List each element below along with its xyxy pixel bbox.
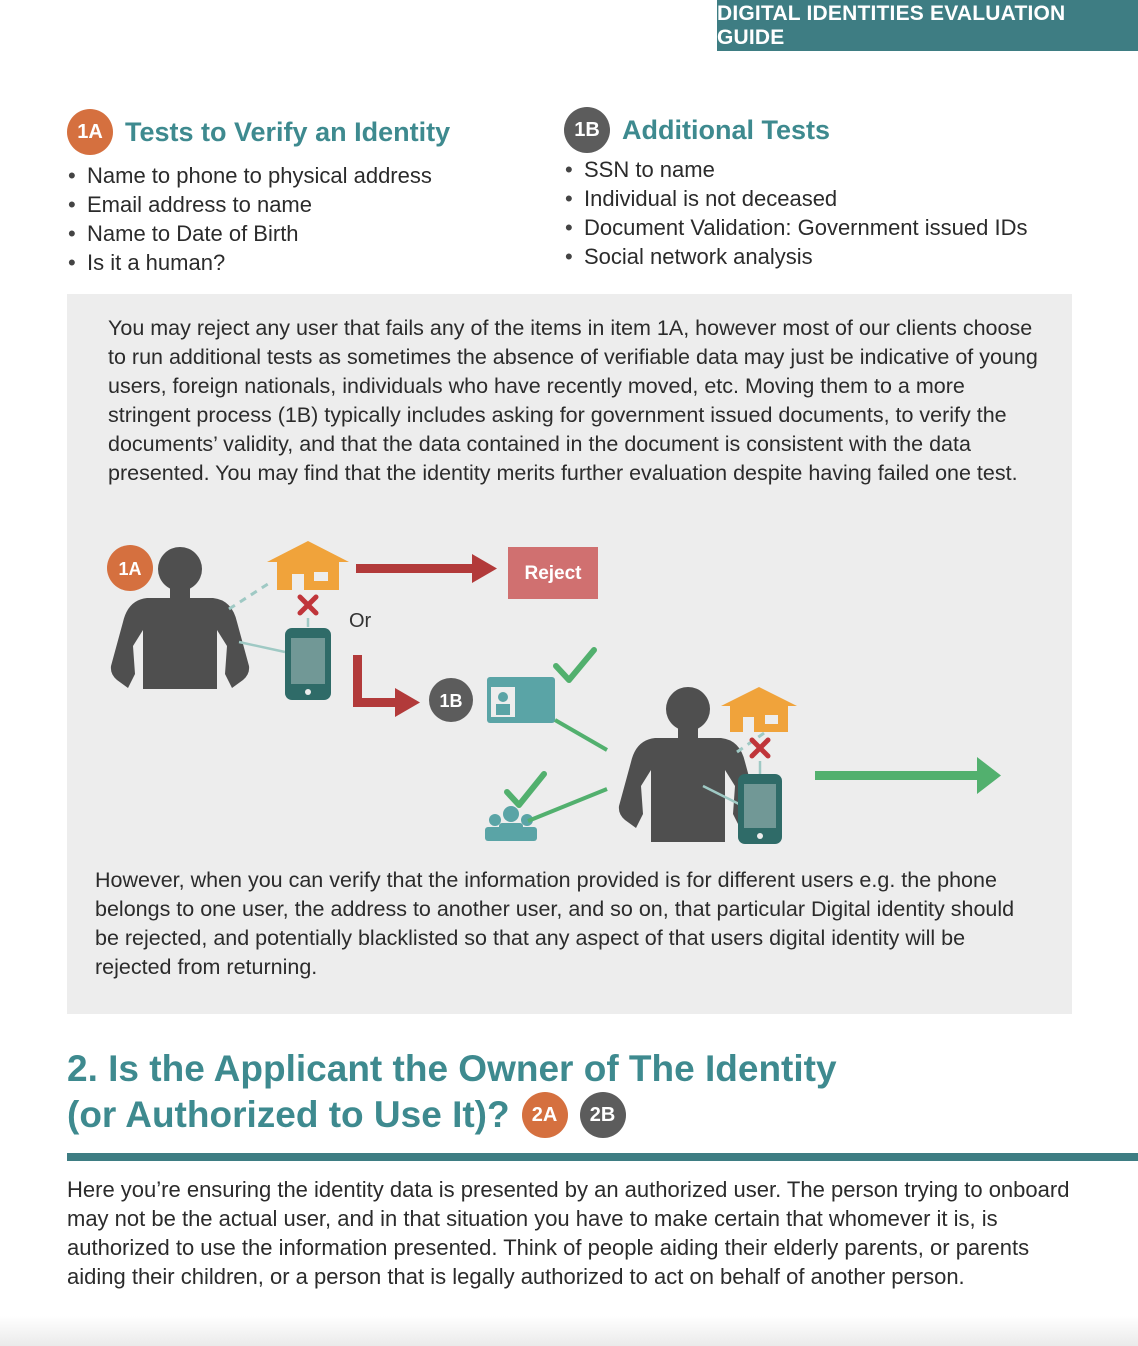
fail-x-icon: [752, 740, 768, 756]
social-group-icon: [485, 806, 537, 841]
section-2-title-line1: 2. Is the Applicant the Owner of The Identity: [67, 1048, 837, 1089]
reject-arrow: [356, 554, 497, 583]
house-icon: [267, 541, 349, 590]
badge-2a: 2A: [522, 1092, 568, 1138]
check-icon: [556, 650, 594, 680]
section-1b-header: [564, 107, 1027, 153]
info-panel: [67, 294, 1072, 1014]
section-2-title-line2: (or Authorized to Use It)?: [67, 1094, 510, 1135]
panel-intro: You may reject any user that fails any of the items in item 1A, however most of our clients choose to run additional tests as sometimes the absence of verifiable data may just be indicative of young users, foreign nationals, individuals who have recently moved, etc. Moving them to a more stringent process (1B) typically includes asking for government issued documents, to verify the documents’ validity, and that the data contained in the document is consistent with the data presented. You may find that the identity merits further evaluation despite having failed one test.: [108, 316, 1038, 485]
panel-closing: However, when you can verify that the information provided is for different users e.g. the phone belongs to one user, the address to another user, and so on, that particular Digital identity should be rejected, and potentially blacklisted so that any aspect of that users digital identity will be rejected from returning.: [95, 868, 1015, 979]
section-1a-header: [67, 109, 450, 155]
phone-icon: [738, 774, 782, 844]
link-line: [555, 720, 607, 750]
section-1b: [564, 107, 1027, 271]
check-icon: [507, 774, 544, 805]
list-item: • Email address to name: [67, 190, 450, 219]
approve-arrow: [815, 757, 1001, 794]
badge-2b: 2B: [580, 1092, 626, 1138]
section-1a-title: Tests to Verify an Identity: [125, 116, 451, 147]
section-1b-title: Additional Tests: [622, 114, 831, 145]
id-card-icon: [487, 677, 555, 723]
or-label: Or: [349, 610, 372, 632]
list-item: • Name to phone to physical address: [67, 161, 450, 190]
reject-label: Reject: [524, 563, 582, 584]
verification-diagram: [67, 524, 1072, 1104]
badge-1a-diagram: [107, 545, 153, 591]
badge-1b-diagram: [429, 678, 473, 722]
dashed-connector: [229, 582, 271, 609]
badge-1a: 1A: [67, 109, 113, 155]
house-icon: [721, 687, 797, 732]
section-2-heading: [67, 1046, 837, 1138]
banner-title: DIGITAL IDENTITIES EVALUATION GUIDE: [717, 1, 1066, 49]
section-2-body: Here you’re ensuring the identity data is presented by an authorized user. The person trying to onboard may not be the actual user, and in that situation you have to make certain that whomever it is, is authorized to use the information presented. Think of people aiding their elderly parents, or parents aiding their children, or a person that is legally authorized to act on behalf of another person.: [67, 1177, 1070, 1289]
list-item: • Individual is not deceased: [564, 184, 1027, 213]
section-1a-list: [67, 161, 450, 277]
list-item: • Document Validation: Government issued IDs: [564, 213, 1027, 242]
badge-1b-text: 1B: [439, 691, 463, 711]
guide-banner: [717, 0, 1138, 51]
list-item: • Name to Date of Birth: [67, 219, 450, 248]
link-line: [528, 789, 607, 821]
list-item: • Is it a human?: [67, 248, 450, 277]
phone-icon: [285, 628, 331, 700]
section-divider: [67, 1153, 1138, 1161]
section-2-title-line2-row: [67, 1092, 837, 1138]
link-line: [239, 642, 285, 652]
badge-1b: 1B: [564, 107, 610, 153]
reject-box: [508, 547, 598, 599]
section-1a: [67, 109, 450, 277]
fail-x-icon: [300, 597, 316, 613]
list-item: • Social network analysis: [564, 242, 1027, 271]
badge-1a-text: 1A: [118, 559, 142, 579]
escalate-arrow: [353, 655, 420, 717]
page-edge-shadow: [0, 1316, 1138, 1346]
list-item: • SSN to name: [564, 155, 1027, 184]
section-1b-list: [564, 155, 1027, 271]
